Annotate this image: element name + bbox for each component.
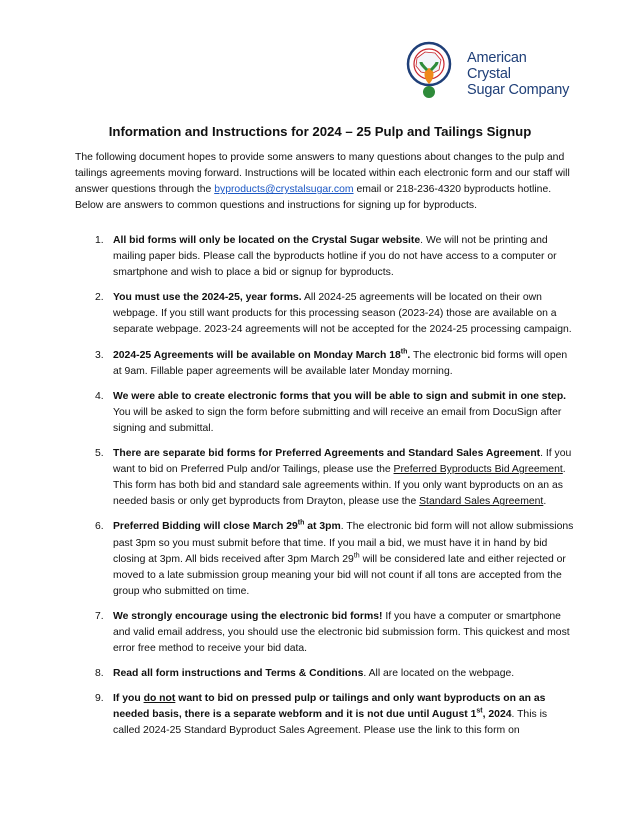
item-number: 5. <box>95 448 104 460</box>
standard-sales-agreement-link[interactable]: Standard Sales Agreement <box>419 496 544 508</box>
item-number: 1. <box>95 235 104 246</box>
item-number: 6. <box>95 521 104 533</box>
company-name <box>467 50 570 98</box>
byproducts-email-link[interactable]: byproducts@crystalsugar.com <box>214 184 354 196</box>
item-heading: Read all form instructions and Terms & Conditions <box>113 668 364 680</box>
item-text: . We will not be printing and mailing paper bids. Please call the byproducts hotline if you do not have access to a computer or smartphone and wish to place a bid or signup for byproducts. <box>113 235 557 279</box>
company-logo <box>405 40 570 104</box>
item-text: . <box>543 496 547 508</box>
item-number: 3. <box>95 349 104 361</box>
item-text: . If you want to bid on Preferred Pulp and/or Tailings, please use the <box>113 448 572 476</box>
item-heading: You must use the 2024-25, year forms. <box>113 292 302 304</box>
item-heading: There are separate bid forms for Preferred Agreements and Standard Sales Agreement <box>113 448 541 460</box>
crystal-sugar-seal-icon <box>405 40 461 100</box>
instructions-list <box>75 233 575 749</box>
company-name-line1: American Crystal <box>467 50 527 82</box>
item-number: 2. <box>95 292 104 304</box>
item-text: You will be asked to sign the form before submitting and will receive an email from DocuSign after signing and submittal. <box>113 406 562 434</box>
item-text: If you have a computer or smartphone and valid email address, you should use the electronic bid submission form. This quickest and most error free method to receive your bid data. <box>113 610 570 655</box>
page-title: Information and Instructions for 2024 – 25 Pulp and Tailings Signup <box>108 124 532 139</box>
item-heading: If you do not want to bid on pressed pulp or tailings and only want byproducts on an as needed basis, there is a separate webform and it is not due until August 1st, 2024 <box>113 693 546 721</box>
list-item <box>75 446 575 510</box>
item-number: 9. <box>95 693 104 705</box>
item-text: All 2024-25 agreements will be located on their own webpage. If you still want products for this processing season (2023-24) those are available on a separate webpage. 2023-24 agreements will not be accepted for the 2024-25 processing campaign. <box>113 292 572 336</box>
item-number: 4. <box>95 390 104 402</box>
item-text: . The electronic bid form will not allow submissions past 3pm so you must submit before that time. If you mail a bid, we must have it in hand by bid closing at 3pm. All bids received after 3pm March 29 <box>113 521 574 565</box>
item-heading: We strongly encourage using the electronic bid forms! <box>113 610 383 622</box>
item-text: will be considered late and either rejected or moved to a late submission group meaning your bid will not count if all tons are accepted from the group who submitted on time. <box>113 553 566 597</box>
list-item <box>75 691 575 739</box>
intro-paragraph <box>75 150 575 214</box>
list-item <box>75 233 575 281</box>
preferred-bid-agreement-link[interactable]: Preferred Byproducts Bid Agreement <box>393 464 563 476</box>
item-text: . This is called 2024-25 Standard Byproduct Sales Agreement. Please use the link to this form on <box>113 709 548 737</box>
item-text: The electronic bid forms will open at 9am. Fillable paper agreements will be available later Monday morning. <box>113 349 568 377</box>
list-item <box>75 348 575 380</box>
list-item <box>75 666 575 682</box>
intro-text-1: The following document hopes to provide some answers to many questions about changes to the pulp and tailings agreements moving forward. Instructions will be located within each electronic form and our staff will answer questions through the <box>75 152 570 196</box>
item-heading: 2024-25 Agreements will be available on Monday March 18th. <box>113 348 411 361</box>
item-heading: We were able to create electronic forms that you will be able to sign and submit in one step. <box>113 390 567 402</box>
item-number: 7. <box>95 610 104 622</box>
list-item <box>75 290 575 338</box>
item-heading: Preferred Bidding will close March 29th at 3pm <box>113 519 341 533</box>
company-name-line2: Sugar Company <box>467 82 570 98</box>
item-sup: th <box>353 552 360 560</box>
item-heading: All bid forms will only be located on the Crystal Sugar website <box>113 235 421 246</box>
item-number: 8. <box>95 668 104 680</box>
intro-text-2: email or 218-236-4320 byproducts hotline. Below are answers to common questions and instructions for signing up for byproducts. <box>75 184 552 212</box>
list-item <box>75 609 575 657</box>
list-item <box>75 519 575 599</box>
list-item <box>75 389 575 437</box>
item-text: . All are located on the webpage. <box>363 668 515 680</box>
item-text: . This form has both bid and standard sale agreements within. If you only want byproducts on an as needed basis or only get byproducts from Drayton, please use the <box>113 464 566 508</box>
